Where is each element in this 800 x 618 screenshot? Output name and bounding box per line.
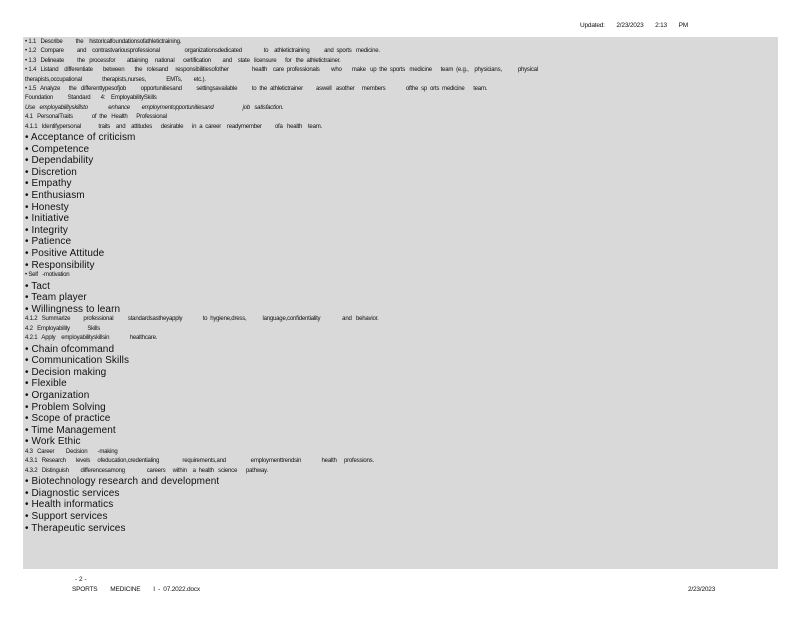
list-item: • Flexible — [25, 378, 67, 390]
text-line: 4.2.1 Apply employabilityskillsin healthcare. — [25, 334, 158, 342]
text-line: 4.3 Career Decision -making — [25, 448, 118, 455]
document-body — [23, 37, 778, 569]
list-item: • Responsibility — [25, 259, 95, 271]
list-item: • Enthusiasm — [25, 190, 85, 201]
text-line: • 1.4 Listand differentiate between the rolesand responsibilitiesofother health care professionals who make up the sports medicine team (e.g., physicians, physical — [25, 66, 538, 74]
list-item: • Empathy — [25, 178, 72, 190]
list-item: • Team player — [25, 292, 87, 304]
list-item: • Communication Skills — [25, 355, 130, 367]
list-item: • Organization — [25, 390, 90, 401]
list-item: • Time Management — [25, 424, 116, 436]
text-line: 4.1.2 Summarize professional standardsastheyapply to hygiene,dress, language,confidentiality and behavior. — [25, 315, 379, 323]
text-line: therapists,occupational therapists,nurses, EMTs, etc.). — [25, 75, 206, 83]
text-line: • Self -motivation — [25, 271, 70, 279]
list-item: • Health informatics — [25, 499, 114, 511]
list-item: • Scope of practice — [25, 413, 111, 425]
list-item: • Competence — [25, 143, 90, 155]
updated-date: 2/23/2023 — [616, 22, 644, 29]
list-item: • Dependability — [25, 155, 94, 167]
list-item: • Diagnostic services — [25, 487, 120, 499]
list-item: • Initiative — [25, 213, 70, 225]
list-item: • Biotechnology research and development — [25, 476, 220, 488]
list-item: • Decision making — [25, 366, 107, 378]
text-line: • 1.1 Describe the historicalfoundationsofathletictraining. — [25, 38, 182, 45]
updated-stamp — [580, 22, 698, 29]
text-line: • 1.5 Analyze the differenttypesofjob opportunitiesand settingsavailable to the athletictrainer aswell asother members ofthe sp orts medicine team. — [25, 85, 488, 92]
list-item: • Honesty — [25, 201, 69, 213]
list-item: • Positive Attitude — [25, 248, 105, 259]
text-line: 4.3.2 Distinguish differencesamong careers within a health science pathway. — [25, 466, 268, 474]
updated-ampm: PM — [678, 22, 688, 29]
text-line: 4.3.1 Research levels ofeducation,credentialing requirements,and employmenttrendsin health professions. — [25, 457, 374, 465]
text-line: Use employabilityskillsto enhance employmentopportunitiesand job satisfaction. — [25, 103, 284, 111]
text-line: • 1.3 Delineate the processfor attaining national certification and state licensure for the athletictrainer. — [25, 56, 341, 64]
updated-time: 2:13 — [655, 22, 667, 29]
updated-label: Updated: — [580, 22, 605, 29]
footer-filename: SPORTS MEDICINE I - 07.2022.docx — [72, 586, 200, 593]
list-item: • Problem Solving — [25, 401, 106, 413]
page-number: - 2 - — [75, 576, 87, 583]
footer-date: 2/23/2023 — [688, 586, 716, 593]
text-line: Foundation Standard 4: EmployabilitySkills — [25, 94, 157, 102]
list-item: • Willingness to learn — [25, 303, 121, 315]
text-line: • 1.2 Compare and contrastvariousprofessional organizationsdedicated to athletictraining and sports medicine. — [25, 47, 380, 55]
list-item: • Patience — [25, 236, 72, 248]
text-line: 4.2 Employability Skills — [25, 324, 101, 332]
list-item: • Therapeutic services — [25, 522, 126, 534]
list-item: • Work Ethic — [25, 436, 81, 448]
list-item: • Acceptance of criticism — [25, 132, 136, 143]
text-line: 4.1 PersonalTraits of the Health Professional — [25, 113, 167, 121]
list-item: • Discretion — [25, 166, 77, 178]
list-item: • Tact — [25, 280, 51, 292]
list-item: • Integrity — [25, 224, 68, 236]
text-line: 4.1.1 Identifypersonal traits and attitudes desirable in a career readymember ofa health team. — [25, 122, 323, 130]
list-item: • Chain ofcommand — [25, 343, 115, 355]
list-item: • Support services — [25, 511, 108, 522]
